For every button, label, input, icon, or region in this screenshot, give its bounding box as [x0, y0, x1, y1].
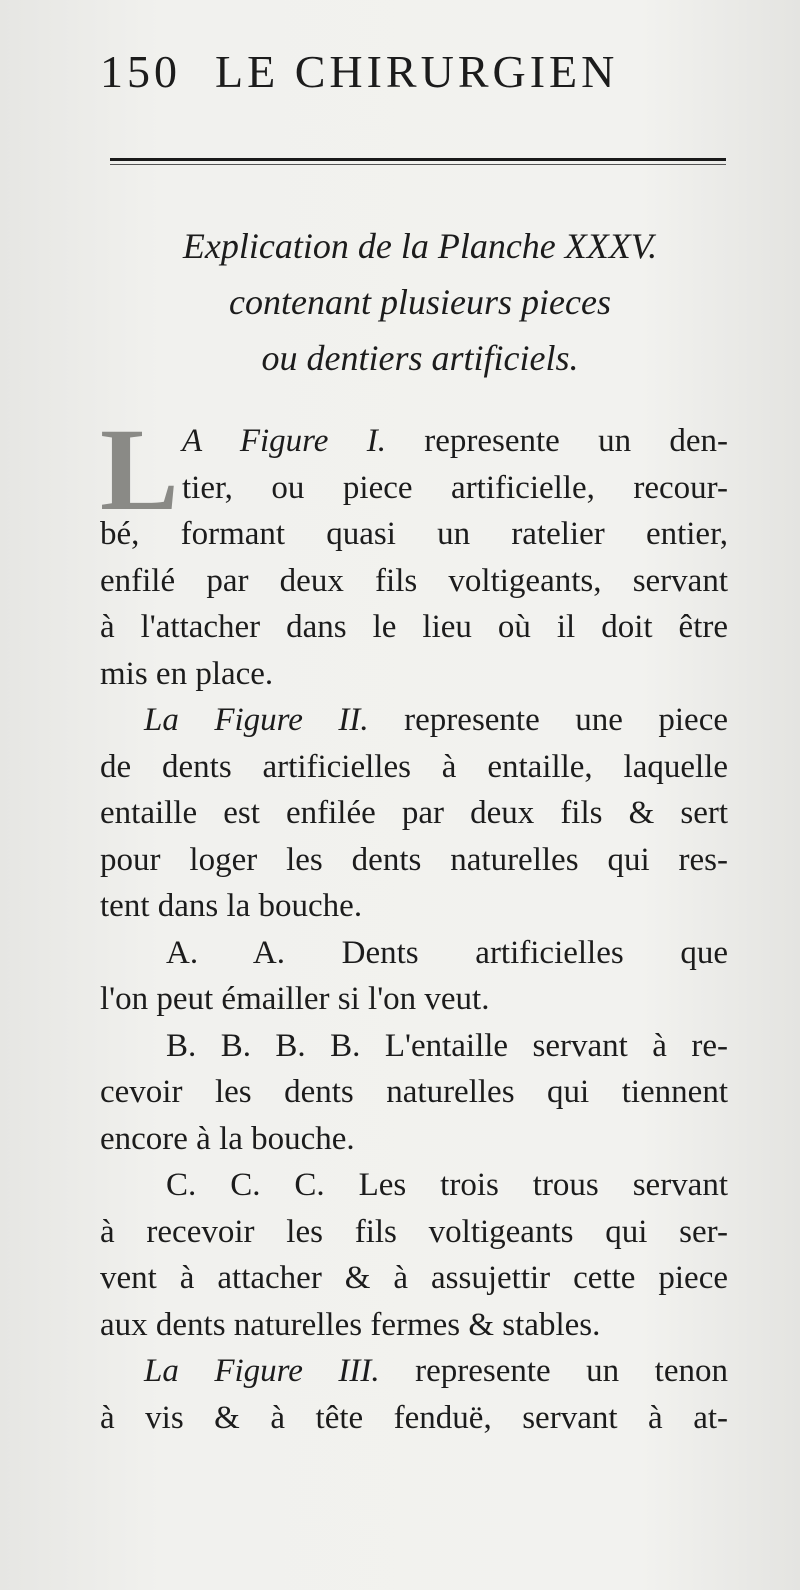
paragraph-figure-3: [100, 1348, 728, 1441]
text-line: enfilé par deux fils voltigeants, servant: [100, 562, 728, 599]
legend-label: C. C. C.: [166, 1167, 325, 1203]
body-text: [100, 404, 729, 1441]
text-line: à recevoir les fils voltigeants qui ser-: [100, 1213, 728, 1250]
text-line: de dents artificielles à entaille, laquelle: [100, 748, 728, 785]
text-line: mis en place.: [100, 655, 274, 692]
text-line: A Figure I. represente un den-: [182, 423, 728, 459]
legend-label: A. A.: [166, 934, 285, 971]
running-title: LE CHIRURGIEN: [215, 46, 619, 97]
paragraph-figure-2: [100, 697, 728, 930]
running-header: [100, 42, 740, 102]
text-line: cevoir les dents naturelles qui tiennent: [100, 1074, 728, 1110]
plate-heading: [100, 218, 740, 386]
plate-heading-line: Explication de la Planche XXXV.: [182, 226, 658, 266]
text-line: encore à la bouche.: [100, 1120, 355, 1157]
drop-cap: L: [100, 404, 179, 535]
text-line: tier, ou piece artificielle, recour-: [182, 469, 728, 506]
text-line: C. C. C. Les trois trous servant: [166, 1167, 729, 1203]
page-number: 150: [100, 46, 181, 97]
text-line: La Figure II. represente une piece: [144, 702, 728, 738]
text-line: A. A. Dents artificielles que: [166, 934, 729, 971]
text-line: aux dents naturelles fermes & stables.: [100, 1306, 601, 1343]
text-line: pour loger les dents naturelles qui res-: [100, 841, 728, 878]
paragraph-legend-c: [100, 1162, 728, 1348]
plate-heading-line: ou dentiers artificiels.: [261, 338, 579, 378]
paragraph-legend-a: [100, 930, 728, 1023]
text-line: bé, formant quasi un ratelier entier,: [100, 516, 728, 552]
legend-label: B. B. B. B.: [166, 1027, 361, 1064]
text-line: entaille est enfilée par deux fils & sert: [100, 795, 728, 831]
text-line: à vis & à tête fenduë, servant à at-: [100, 1399, 728, 1436]
text-line: La Figure III. represente un tenon: [144, 1353, 728, 1389]
figure-reference: A Figure I.: [182, 423, 386, 459]
text-line: B. B. B. B. L'entaille servant à re-: [166, 1027, 728, 1064]
text-line: l'on peut émailler si l'on veut.: [100, 981, 490, 1017]
figure-reference: La Figure II.: [144, 702, 369, 738]
text-line: tent dans la bouche.: [100, 888, 363, 924]
text-line: à l'attacher dans le lieu où il doit être: [100, 609, 728, 645]
paragraph-legend-b: [100, 1023, 728, 1163]
figure-reference: La Figure III.: [144, 1353, 380, 1389]
header-rule: [110, 158, 726, 161]
text-line: vent à attacher & à assujettir cette piece: [100, 1260, 728, 1296]
paragraph-figure-1: [100, 404, 728, 697]
plate-heading-line: contenant plusieurs pieces: [229, 282, 611, 322]
